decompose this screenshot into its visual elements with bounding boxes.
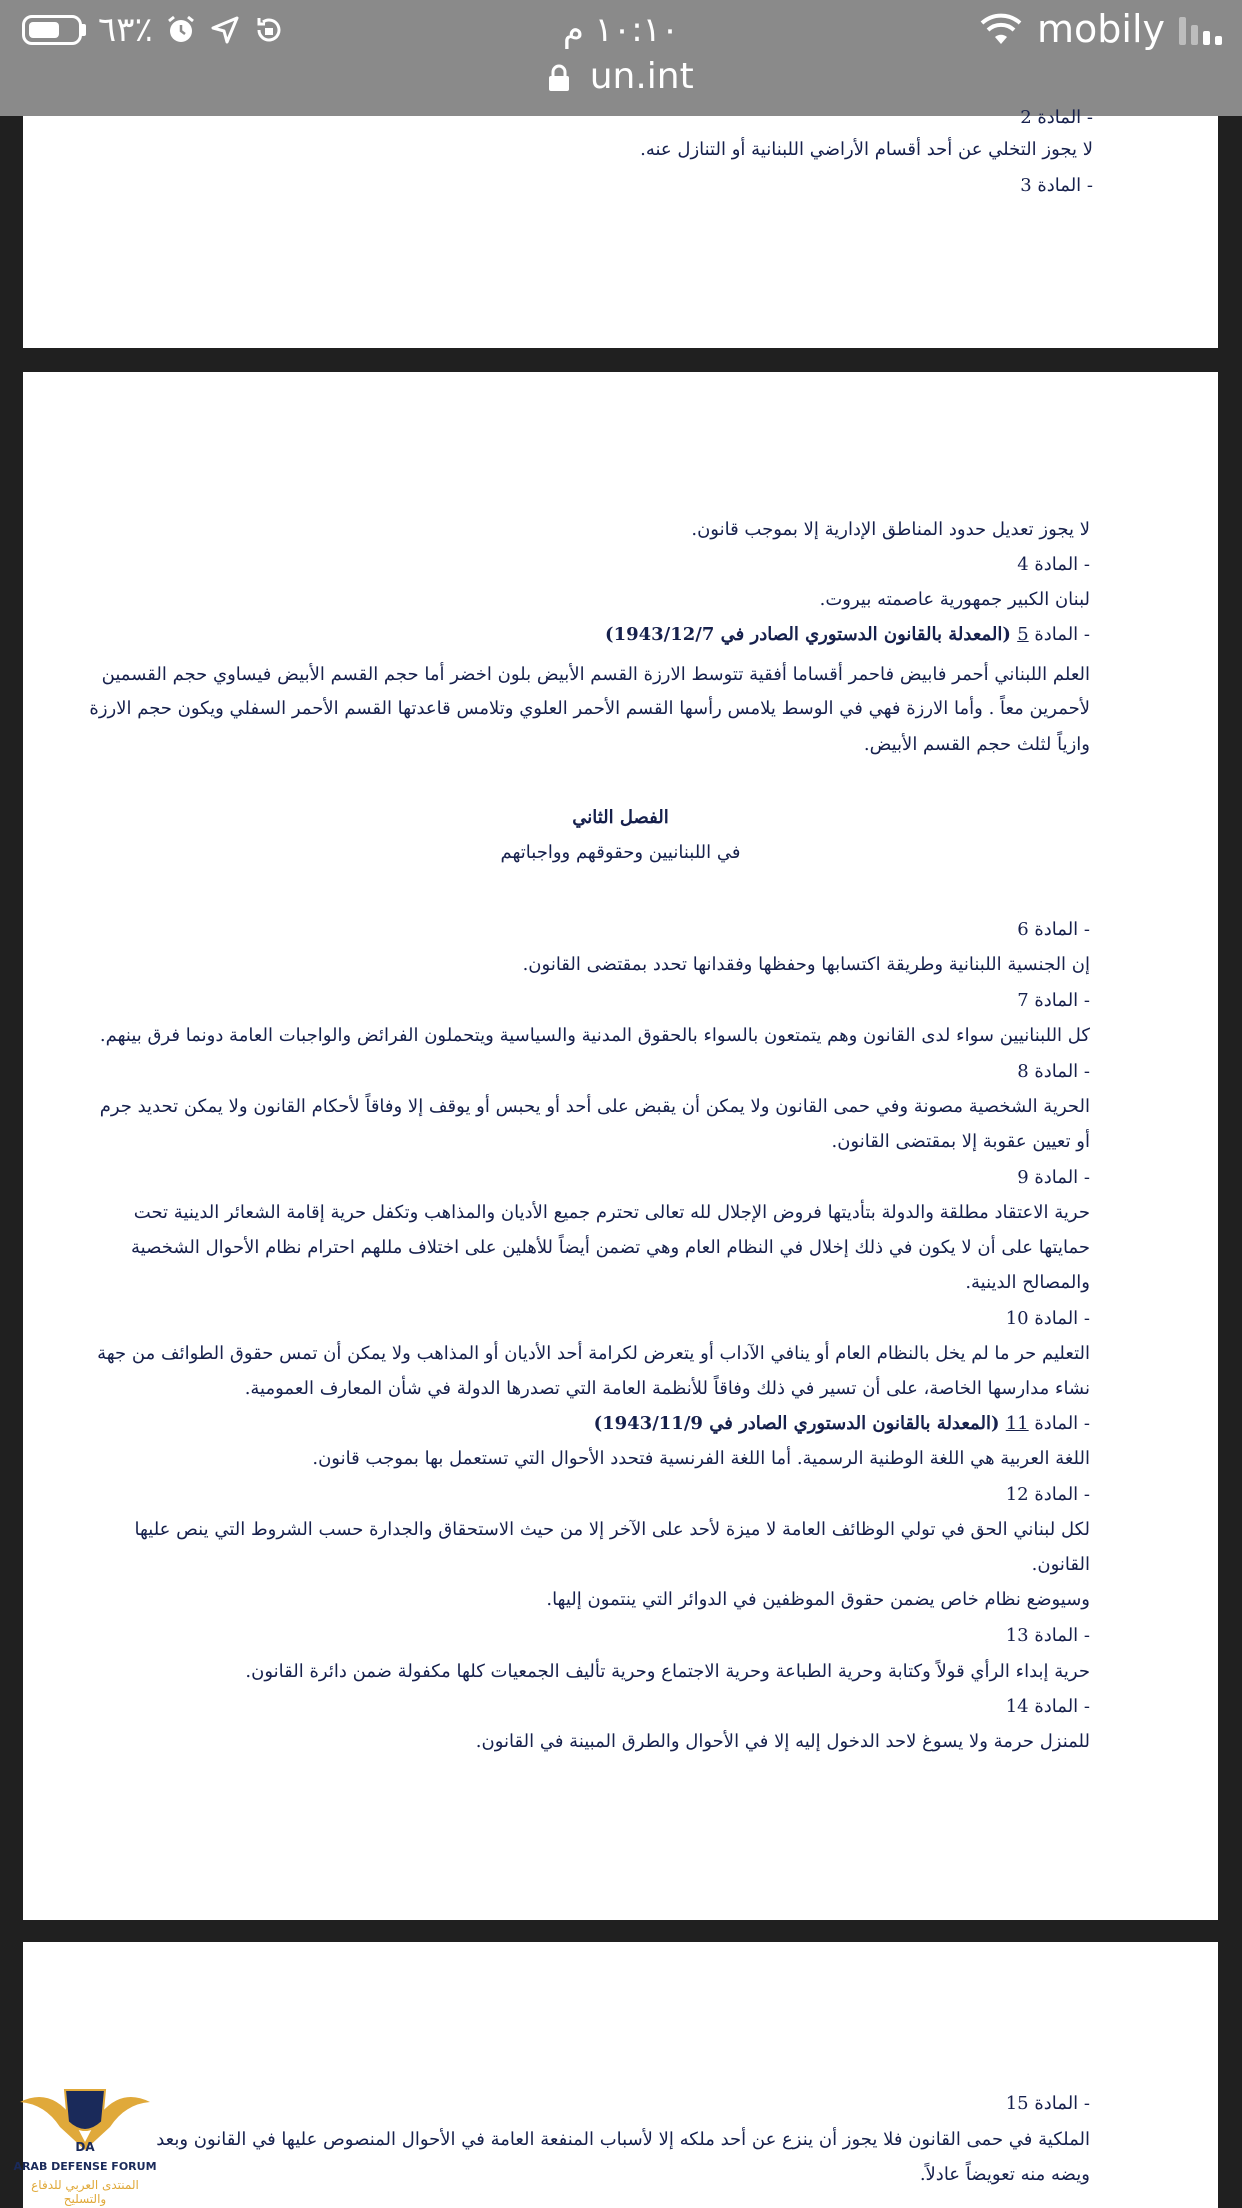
- article-12-text-2: القانون.: [1031, 1554, 1090, 1575]
- wifi-icon: [979, 12, 1023, 46]
- article-10-heading: - المادة 10: [1005, 1308, 1090, 1329]
- url-bar[interactable]: [0, 56, 1242, 97]
- article-12-text-3: وسيوضع نظام خاص يضمن حقوق الموظفين في الدوائر التي ينتمون إليها.: [546, 1589, 1090, 1610]
- article-12-text-1: لكل لبناني الحق في تولي الوظائف العامة لا ميزة لأحد على الآخر إلا من حيث الاستحقاق والجدارة حسب الشروط التي ينص عليها: [134, 1519, 1090, 1540]
- flag-text-2: لأحمرين معاً . وأما الارزة فهي في الوسط يلامس رأسها القسم الأحمر العلوي وتلامس قاعدتها القسم الأحمر السفلي ويكون حجم الارزة: [89, 698, 1090, 719]
- forum-logo: [10, 2082, 160, 2206]
- article-15-heading: - المادة 15: [1005, 2093, 1090, 2114]
- status-right: [979, 6, 1222, 52]
- document-page-1: [23, 107, 1218, 348]
- article-9-heading: - المادة 9: [1017, 1167, 1090, 1188]
- article-2-heading: - المادة 2: [1020, 107, 1093, 128]
- article-14-heading: - المادة 14: [1005, 1696, 1090, 1717]
- flag-text-3: وازياً لثلث حجم القسم الأبيض.: [863, 734, 1090, 755]
- logo-name: ARAB DEFENSE FORUM: [13, 2160, 157, 2173]
- chapter-subtitle: في اللبنانيين وحقوقهم وواجباتهم: [500, 842, 741, 863]
- document-page-3: [23, 1942, 1218, 2208]
- article-11-num: 11: [1005, 1413, 1029, 1434]
- article-7-heading: - المادة 7: [1017, 990, 1090, 1011]
- signal-icon: [1179, 13, 1222, 45]
- article-7-text: كل اللبنانيين سواء لدى القانون وهم يتمتعون بالسواء بالحقوق المدنية والسياسية ويتحملون الفرائض والواجبات العامة دونما فرق بينهم.: [99, 1025, 1090, 1046]
- article-8-heading: - المادة 8: [1017, 1061, 1090, 1082]
- article-5-heading: [605, 623, 1090, 647]
- admin-regions-text: لا يجوز تعديل حدود المناطق الإدارية إلا بموجب قانون.: [691, 519, 1090, 540]
- capital-text: لبنان الكبير جمهورية عاصمته بيروت.: [819, 589, 1090, 610]
- article-5-num: 5: [1017, 624, 1029, 645]
- logo-mark: DA: [75, 2140, 95, 2154]
- document-page-2: [23, 372, 1218, 1920]
- url-text: un.int: [589, 56, 694, 97]
- article-9-text-1: حرية الاعتقاد مطلقة والدولة بتأديتها فروض الإجلال لله تعالى تحترم جميع الأديان والمذاهب وتكفل حرية إقامة الشعائر الدينية تحت: [133, 1202, 1090, 1223]
- article-4-heading: - المادة 4: [1017, 554, 1090, 575]
- article-12-heading: - المادة 12: [1005, 1484, 1090, 1505]
- logo-arabic: المنتدى العربي للدفاع والتسليح: [31, 2178, 139, 2206]
- article-8-text-2: أو تعيين عقوبة إلا بمقتضى القانون.: [831, 1131, 1090, 1152]
- flag-text-1: العلم اللبناني أحمر فابيض فاحمر أقساما أفقية تتوسط الارزة القسم الأبيض بلون اخضر أما حجم القسم الأبيض فيساوي حجم القسمين: [101, 664, 1090, 685]
- lock-icon: [548, 64, 570, 92]
- article-15-text-1: الملكية في حمى القانون فلا يجوز أن ينزع عن أحد ملكه إلا لأسباب المنفعة العامة في الأحوال المنصوص عليها في القانون وبعد: [156, 2129, 1090, 2150]
- status-time: ١٠:١٠ م: [562, 10, 680, 50]
- article-11-text: اللغة العربية هي اللغة الوطنية الرسمية. أما اللغة الفرنسية فتحدد الأحوال التي تستعمل بها بموجب قانون.: [312, 1448, 1090, 1469]
- article-13-text: حرية إبداء الرأي قولاً وكتابة وحرية الطباعة وحرية الاجتماع وحرية تأليف الجمعيات كلها مكفولة ضمن دائرة القانون.: [245, 1661, 1090, 1682]
- chapter-title: الفصل الثاني: [572, 807, 669, 828]
- article-10-text-1: التعليم حر ما لم يخل بالنظام العام أو ينافي الآداب أو يتعرض لكرامة أحد الأديان أو المذاهب ولا يمكن أن تمس حقوق الطوائف من جهة: [97, 1343, 1090, 1364]
- article-8-text-1: الحرية الشخصية مصونة وفي حمى القانون ولا يمكن أن يقبض على أحد أو يحبس أو يوقف إلا وفاقاً لأحكام القانون ولا يمكن تحديد جرم: [99, 1096, 1090, 1117]
- article-2-text: لا يجوز التخلي عن أحد أقسام الأراضي اللبنانية أو التنازل عنه.: [640, 139, 1093, 160]
- status-bar: [0, 0, 1242, 116]
- article-6-heading: - المادة 6: [1017, 919, 1090, 940]
- carrier-name: mobily: [1037, 7, 1165, 51]
- battery-percent: ٦٣٪: [98, 10, 153, 50]
- article-3-heading: - المادة 3: [1020, 175, 1093, 196]
- article-9-text-2: حمايتها على أن لا يكون في ذلك إخلال في النظام العام وهي تضمن أيضاً للأهلين على اختلاف مللهم احترام نظام الأحوال الشخصية: [131, 1237, 1090, 1258]
- article-15-text-2: ويضه منه تعويضاً عادلاً.: [919, 2164, 1090, 2185]
- article-11-prefix: - المادة: [1028, 1413, 1090, 1434]
- article-5-note: (المعدلة بالقانون الدستوري الصادر في 1943/12/7): [605, 624, 1018, 645]
- article-9-text-3: والمصالح الدينية.: [965, 1272, 1090, 1293]
- article-5-prefix: - المادة: [1028, 624, 1090, 645]
- article-14-text: للمنزل حرمة ولا يسوغ لاحد الدخول إليه إلا في الأحوال والطرق المبينة في القانون.: [475, 1731, 1090, 1752]
- article-11-heading: [594, 1412, 1090, 1436]
- article-13-heading: - المادة 13: [1005, 1625, 1090, 1646]
- article-10-text-2: نشاء مدارسها الخاصة، على أن تسير في ذلك وفاقاً للأنظمة العامة التي تصدرها الدولة في شأن المعارف العمومية.: [244, 1378, 1090, 1399]
- article-6-text: إن الجنسية اللبنانية وطريقة اكتسابها وحفظها وفقدانها تحدد بمقتضى القانون.: [522, 954, 1090, 975]
- article-11-note: (المعدلة بالقانون الدستوري الصادر في 1943/11/9): [593, 1413, 1006, 1434]
